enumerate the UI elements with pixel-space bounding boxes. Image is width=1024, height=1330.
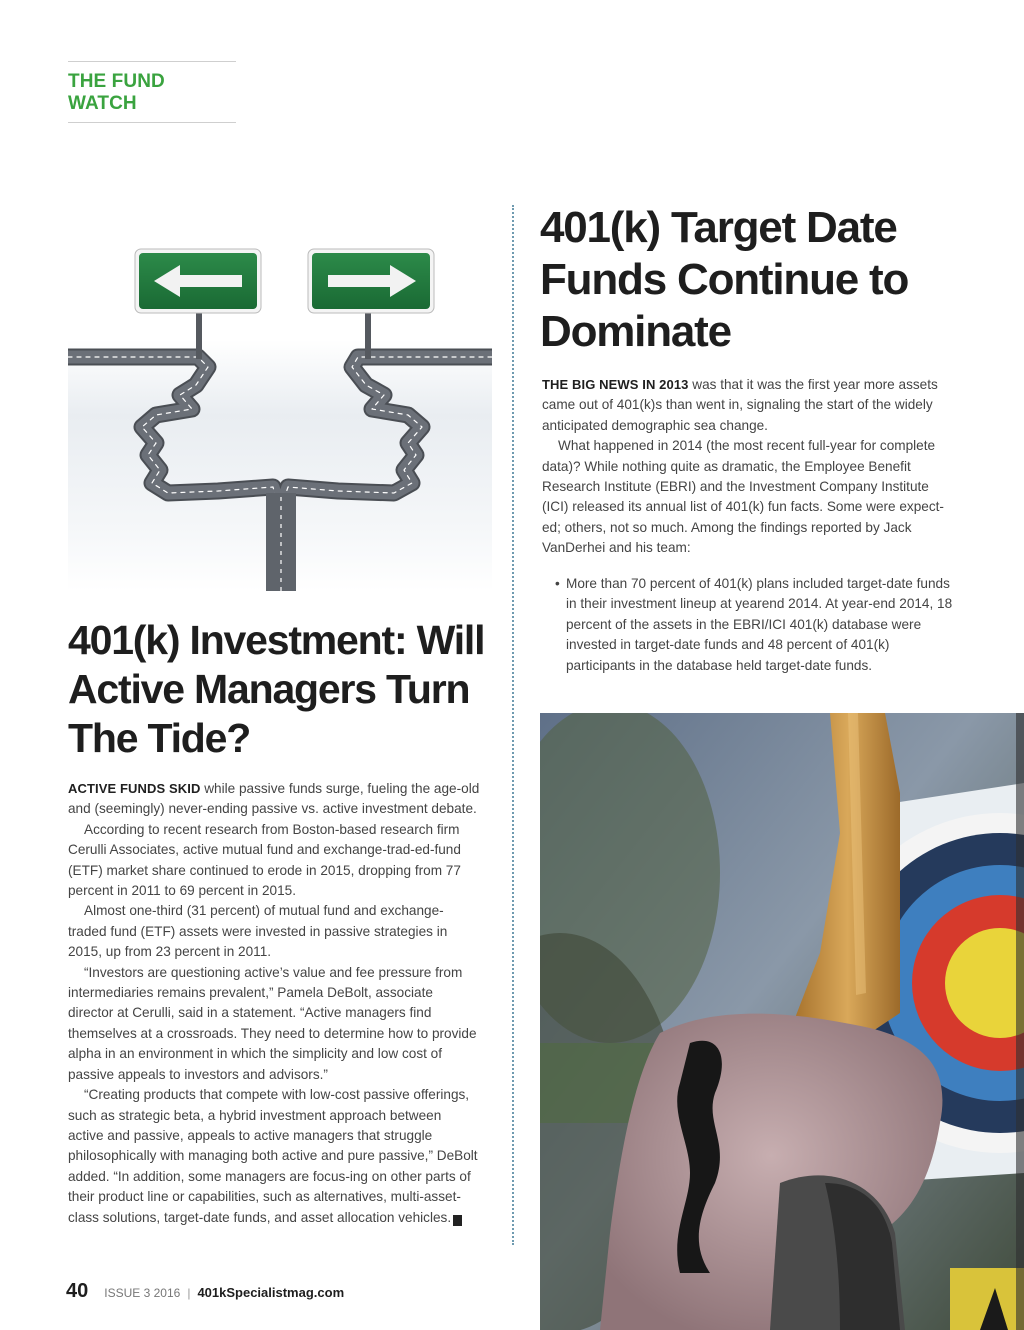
- left-article-paragraph: “Investors are questioning active’s value and fee pressure from intermediaries remains prevalent,” Pamela DeBolt, associate director at Cerulli, said in a statement. “Active managers find themselves at a crossroads. They need to determine how to provide alpha in an environment in which the simplicity and low cost of passive appeals to investors and advisors.”: [68, 964, 477, 1082]
- archery-photo: [540, 713, 1024, 1330]
- left-article-lead-rest: while passive funds surge, fueling the age-old and (seemingly) never-ending passive vs. active investment debate.: [68, 781, 480, 817]
- column-divider: [512, 205, 514, 1245]
- right-article-lead-rest: was that it was the first year more assets came out of 401(k)s than went in, signaling the start of the widely anticipated demographic sea change.: [542, 377, 938, 433]
- left-article-paragraph-last: [68, 1085, 480, 1228]
- website-link[interactable]: 401kSpecialistmag.com: [197, 1285, 345, 1300]
- right-article-bullet: [555, 574, 955, 676]
- end-mark-icon: K: [453, 1215, 462, 1226]
- bullet-dot-icon: •: [555, 576, 560, 591]
- road-signs-illustration: [68, 245, 492, 591]
- right-article-body: [542, 375, 956, 559]
- left-article-paragraph: According to recent research from Boston-based research firm Cerulli Associates, active mutual fund and exchange-trad-ed-fund (ETF) market share continued to erode in 2015, dropping from 77 percent in 2011 to 69 percent in 2015.: [68, 821, 461, 899]
- left-article-lead: ACTIVE FUNDS SKID: [68, 781, 201, 796]
- section-label: [68, 61, 236, 123]
- right-article-lead-paragraph: [542, 375, 956, 436]
- left-article-title: 401(k) Investment: Will Active Managers Turn The Tide?: [68, 617, 485, 761]
- right-article-title: 401(k) Target Date Funds Continue to Dominate: [540, 203, 909, 356]
- right-article-paragraph: What happened in 2014 (the most recent full-year for complete data)? While nothing quite as dramatic, the Employee Benefit Research Institute (EBRI) and the Investment Company Institute (ICI) released its annual list of 401(k) fun facts. Some were expect-ed; others, not so much. Among the findings reported by Jack VanDerhei and his team:: [542, 438, 944, 556]
- bullet-text: More than 70 percent of 401(k) plans included target-date funds in their investment lineup at yearend 2014. At year-end 2014, 18 percent of the assets in the EBRI/ICI 401(k) database were invested in target-date funds and 48 percent of 401(k) participants in the database held target-date funds.: [566, 576, 953, 673]
- left-article-paragraph-text: “Creating products that compete with low-cost passive offerings, such as strategic beta, a hybrid investment approach between active and passive, appeals to active managers that struggle philosophically with managing both active and pure passive,” DeBolt added. “In addition, some managers are focus-ing on other parts of their product line or capabilities, such as alternatives, multi-asset-class solutions, target-date funds, and asset allocation vehicles.: [68, 1087, 478, 1225]
- left-article-paragraph: Almost one-third (31 percent) of mutual fund and exchange-traded fund (ETF) assets were invested in passive strategies in 2015, up from 23 percent in 2011.: [68, 903, 448, 960]
- page-footer: [66, 1280, 344, 1306]
- left-article-lead-paragraph: [68, 779, 480, 820]
- section-label-text: THE FUND WATCH: [68, 71, 165, 114]
- right-article-lead: THE BIG NEWS IN 2013: [542, 377, 689, 392]
- issue-label: ISSUE 3 2016: [104, 1286, 181, 1300]
- footer-separator: |: [187, 1286, 191, 1300]
- page-number: 40: [66, 1280, 89, 1302]
- left-article-body: [68, 779, 480, 1228]
